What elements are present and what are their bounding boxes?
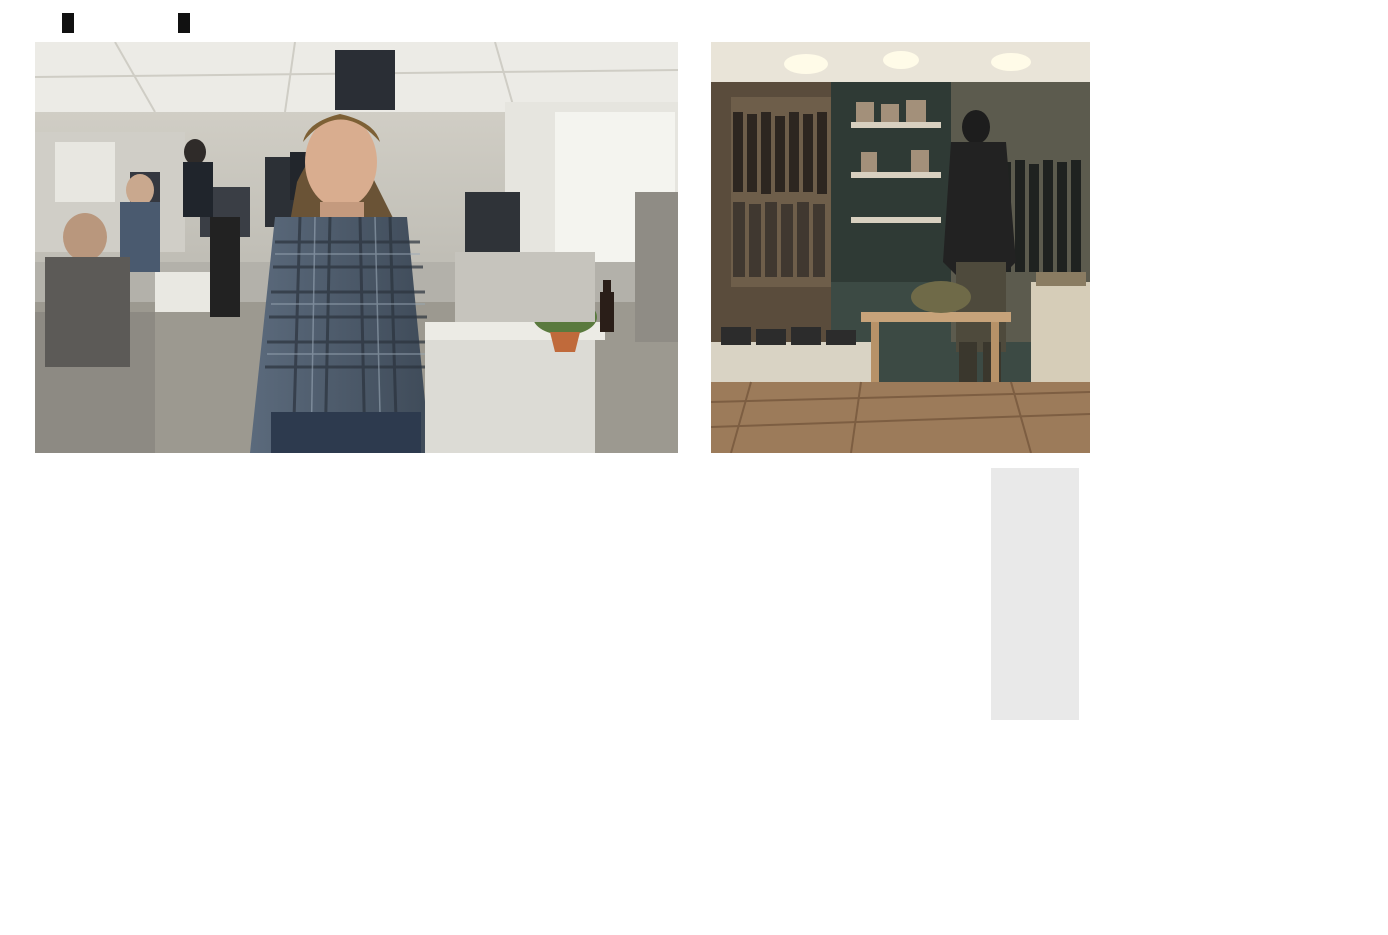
factbox: [991, 468, 1079, 720]
photo-store-interior: [711, 42, 1090, 453]
body-column-1: [35, 720, 405, 870]
photo-office-portrait: [35, 42, 678, 453]
store-photo-illustration: [711, 42, 1090, 453]
body-column-2: [408, 723, 678, 873]
body-column-4: [1098, 50, 1356, 880]
office-photo-illustration: [35, 42, 678, 453]
section-tag-tema: [62, 13, 74, 33]
section-tag-intervju: [178, 13, 190, 33]
drop-cap: [35, 720, 67, 770]
body-column-3: [708, 468, 983, 876]
